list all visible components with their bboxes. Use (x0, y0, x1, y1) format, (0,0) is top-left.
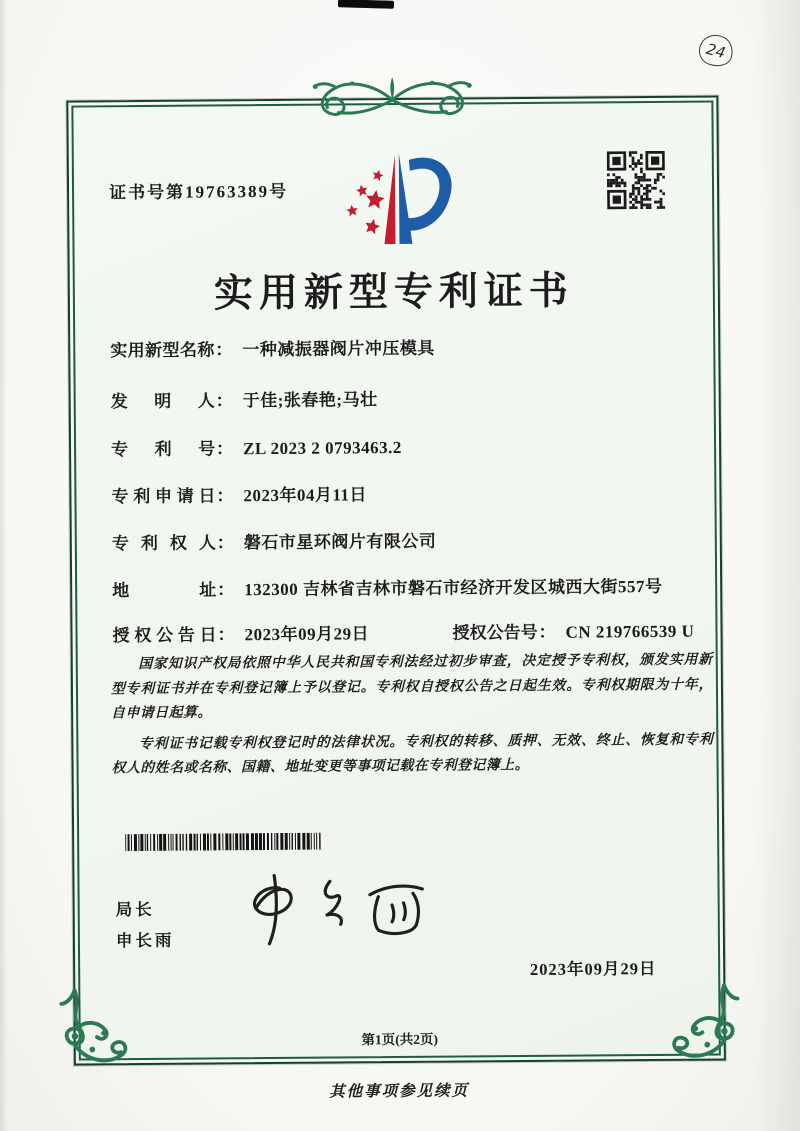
signer-name: 申长雨 (115, 931, 175, 951)
signer-title: 局长 (115, 900, 155, 920)
field-value: 2023年04月11日 (243, 485, 368, 506)
field-colon: ： (216, 486, 234, 506)
certificate-number: 证书号第19763389号 (108, 181, 289, 203)
signature-handwriting (224, 864, 440, 950)
field-label: 专利号 (111, 439, 216, 460)
field-row-grant (112, 617, 695, 646)
legal-paragraph: 国家知识产权局依照中华人民共和国专利法经过初步审查，决定授予专利权，颁发实用新型专利证书并在专利登记簿上予以登记。专利权自授权公告之日起生效。专利权期限为十年，自申请日起算。 (110, 651, 713, 721)
field-label: 专利申请日 (111, 486, 216, 507)
barcode (125, 833, 325, 852)
page-indicator: 第1页(共2页) (361, 1031, 439, 1048)
field-value: 一种减振器阀片冲压模具 (242, 338, 435, 360)
field-row-filing-date (111, 478, 671, 507)
issue-date: 2023年09月29日 (529, 958, 657, 979)
field-colon: ： (216, 439, 234, 459)
field-colon: ： (217, 625, 235, 645)
field-value: 于佳;张春艳;马壮 (242, 390, 378, 411)
field-label: 专利权人 (111, 533, 216, 554)
field-row-patent-number (111, 431, 671, 460)
field-value: ZL 2023 2 0793463.2 (243, 437, 402, 459)
qr-code (607, 151, 665, 209)
field-row-name (110, 332, 670, 361)
field-label: 地址 (112, 580, 217, 601)
field-label: 发明人 (110, 391, 215, 412)
field-label: 授权公告号 (452, 622, 538, 643)
field-label: 实用新型名称 (110, 340, 215, 361)
field-colon: ： (538, 622, 556, 642)
field-value: CN 219766539 U (565, 621, 695, 642)
field-colon: ： (216, 533, 234, 553)
certificate-title: 实用新型专利证书 (213, 269, 575, 316)
grant-number-pair (452, 617, 694, 644)
field-colon: ： (217, 580, 235, 600)
legal-paragraph: 专利证书记载专利权登记时的法律状况。专利权的转移、质押、无效、终止、恢复和专利权人的姓名或名称、国籍、地址变更等事项记载在专利登记簿上。 (111, 731, 714, 776)
field-value: 132300 吉林省吉林市磐石市经济开发区城西大街557号 (244, 576, 663, 600)
field-value: 磐石市星环阀片有限公司 (243, 531, 437, 553)
field-row-inventors (111, 383, 671, 412)
field-value: 2023年09月29日 (244, 624, 370, 645)
continuation-note: 其他事项参见续页 (329, 1082, 470, 1101)
bottom-right-corner-ornament (653, 979, 740, 1070)
handwritten-page-number: 24 (704, 39, 728, 62)
field-row-patentee (112, 525, 672, 554)
legal-text (111, 648, 714, 787)
field-colon: ： (215, 340, 233, 360)
top-flourish-ornament (282, 75, 502, 123)
field-row-address (112, 572, 672, 601)
cnipa-logo (337, 146, 463, 253)
field-colon: ： (215, 391, 233, 411)
field-label: 授权公告日 (112, 625, 217, 646)
